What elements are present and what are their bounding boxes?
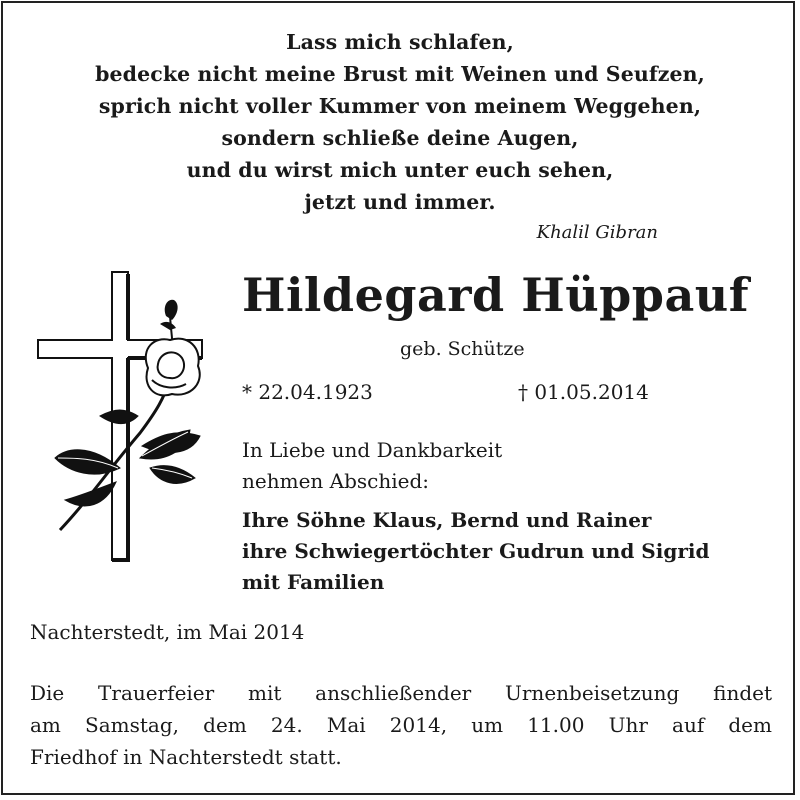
mourners-intro (242, 435, 502, 497)
funeral-line: am Samstag, dem 24. Mai 2014, um 11.00 Uhr auf dem (30, 713, 772, 737)
poem-line: sprich nicht voller Kummer von meinem Weggehen, (98, 94, 702, 118)
poem-line: sondern schließe deine Augen, (221, 126, 579, 150)
mourner-line: mit Familien (242, 570, 385, 594)
intro-line: nehmen Abschied: (242, 469, 430, 493)
poem (0, 26, 800, 218)
mourner-line: Ihre Söhne Klaus, Bernd und Rainer (242, 508, 652, 532)
mourners-names (242, 505, 709, 598)
funeral-line: Friedhof in Nachterstedt statt. (30, 745, 342, 769)
funeral-notice (30, 677, 772, 773)
poem-line: und du wirst mich unter euch sehen, (186, 158, 614, 182)
birth-name: geb. Schütze (400, 338, 525, 360)
poem-line: bedecke nicht meine Brust mit Weinen und Seufzen, (95, 62, 705, 86)
funeral-line: Die Trauerfeier mit anschließender Urnenbeisetzung findet (30, 681, 772, 705)
intro-line: In Liebe und Dankbarkeit (242, 438, 503, 462)
poem-line: Lass mich schlafen, (286, 30, 514, 54)
birth-date: * 22.04.1923 (242, 380, 373, 404)
cross-with-rose-icon (30, 268, 210, 568)
death-date: † 01.05.2014 (518, 380, 649, 404)
deceased-name: Hildegard Hüppauf (242, 268, 749, 322)
poem-line: jetzt und immer. (304, 190, 496, 214)
place-date: Nachterstedt, im Mai 2014 (30, 620, 305, 644)
mourner-line: ihre Schwiegertöchter Gudrun und Sigrid (242, 539, 710, 563)
poem-author: Khalil Gibran (536, 222, 658, 243)
